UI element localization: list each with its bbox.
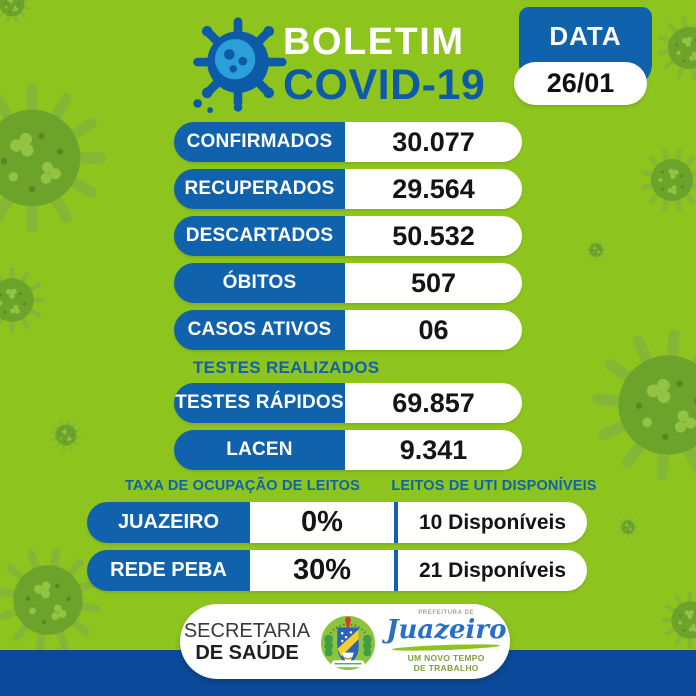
prefeitura-label: PREFEITURA DE (418, 609, 475, 616)
date-label: DATA (549, 21, 622, 51)
bed-occupancy-rate: 0% (250, 502, 394, 543)
test-value: 9.341 (345, 430, 522, 470)
footer-card (180, 604, 510, 679)
stat-label: CASOS ATIVOS (174, 310, 345, 350)
stat-row-descartados (174, 216, 522, 256)
virus-decoration-icon (46, 415, 85, 454)
tests-heading: TESTES REALIZADOS (193, 358, 380, 377)
coronavirus-icon (186, 14, 290, 114)
bed-occupancy-rate: 30% (250, 550, 394, 591)
virus-decoration-icon (645, 4, 696, 91)
stat-value: 06 (345, 310, 522, 350)
stat-value: 507 (345, 263, 522, 303)
secretaria-label (184, 620, 310, 664)
stat-row-confirmados (174, 122, 522, 162)
bed-row-rede-peba (87, 550, 587, 591)
secretaria-line1: SECRETARIA (183, 619, 311, 642)
icu-available-value: 10 Disponíveis (398, 502, 587, 543)
virus-decoration-icon (0, 80, 110, 236)
stat-row-casos-ativos (174, 310, 522, 350)
title-covid19: COVID-19 (283, 61, 486, 109)
stat-label: CONFIRMADOS (174, 122, 345, 162)
test-row-rapidos (174, 383, 522, 423)
virus-decoration-icon (585, 239, 607, 261)
icu-available-value: 21 Disponíveis (398, 550, 587, 591)
logo-tagline-line2: DE TRABALHO (413, 663, 479, 673)
virus-decoration-icon (617, 516, 639, 538)
juazeiro-coat-of-arms-icon (319, 610, 377, 674)
logo-tagline-line1: UM NOVO TEMPO (407, 652, 485, 663)
date-value: 26/01 (514, 62, 647, 105)
prefeitura-logo (386, 610, 506, 673)
test-row-lacen (174, 430, 522, 470)
test-label: TESTES RÁPIDOS (174, 383, 345, 423)
secretaria-line2: DE SAÚDE (195, 641, 299, 664)
virus-decoration-icon (581, 318, 696, 491)
virus-decoration-icon (0, 252, 60, 348)
title-boletim: BOLETIM (283, 21, 465, 63)
stat-value: 29.564 (345, 169, 522, 209)
test-value: 69.857 (345, 383, 522, 423)
virus-decoration-icon (649, 579, 696, 661)
stat-label: ÓBITOS (174, 263, 345, 303)
icu-available-heading: LEITOS DE UTI DISPONÍVEIS (391, 478, 597, 494)
bed-label: JUAZEIRO (87, 502, 250, 543)
virus-decoration-icon (0, 0, 36, 28)
stat-row-recuperados (174, 169, 522, 209)
beds-occupancy-heading: TAXA DE OCUPAÇÃO DE LEITOS (124, 478, 361, 494)
city-logo-text: Juazeiro (386, 614, 507, 645)
test-label: LACEN (174, 430, 345, 470)
stat-value: 30.077 (345, 122, 522, 162)
virus-decoration-icon (624, 132, 696, 228)
stat-label: RECUPERADOS (174, 169, 345, 209)
stat-label: DESCARTADOS (174, 216, 345, 256)
bed-row-juazeiro (87, 502, 587, 543)
page-title (283, 23, 485, 107)
stat-value: 50.532 (345, 216, 522, 256)
bed-label: REDE PEBA (87, 550, 250, 591)
stat-row-obitos (174, 263, 522, 303)
